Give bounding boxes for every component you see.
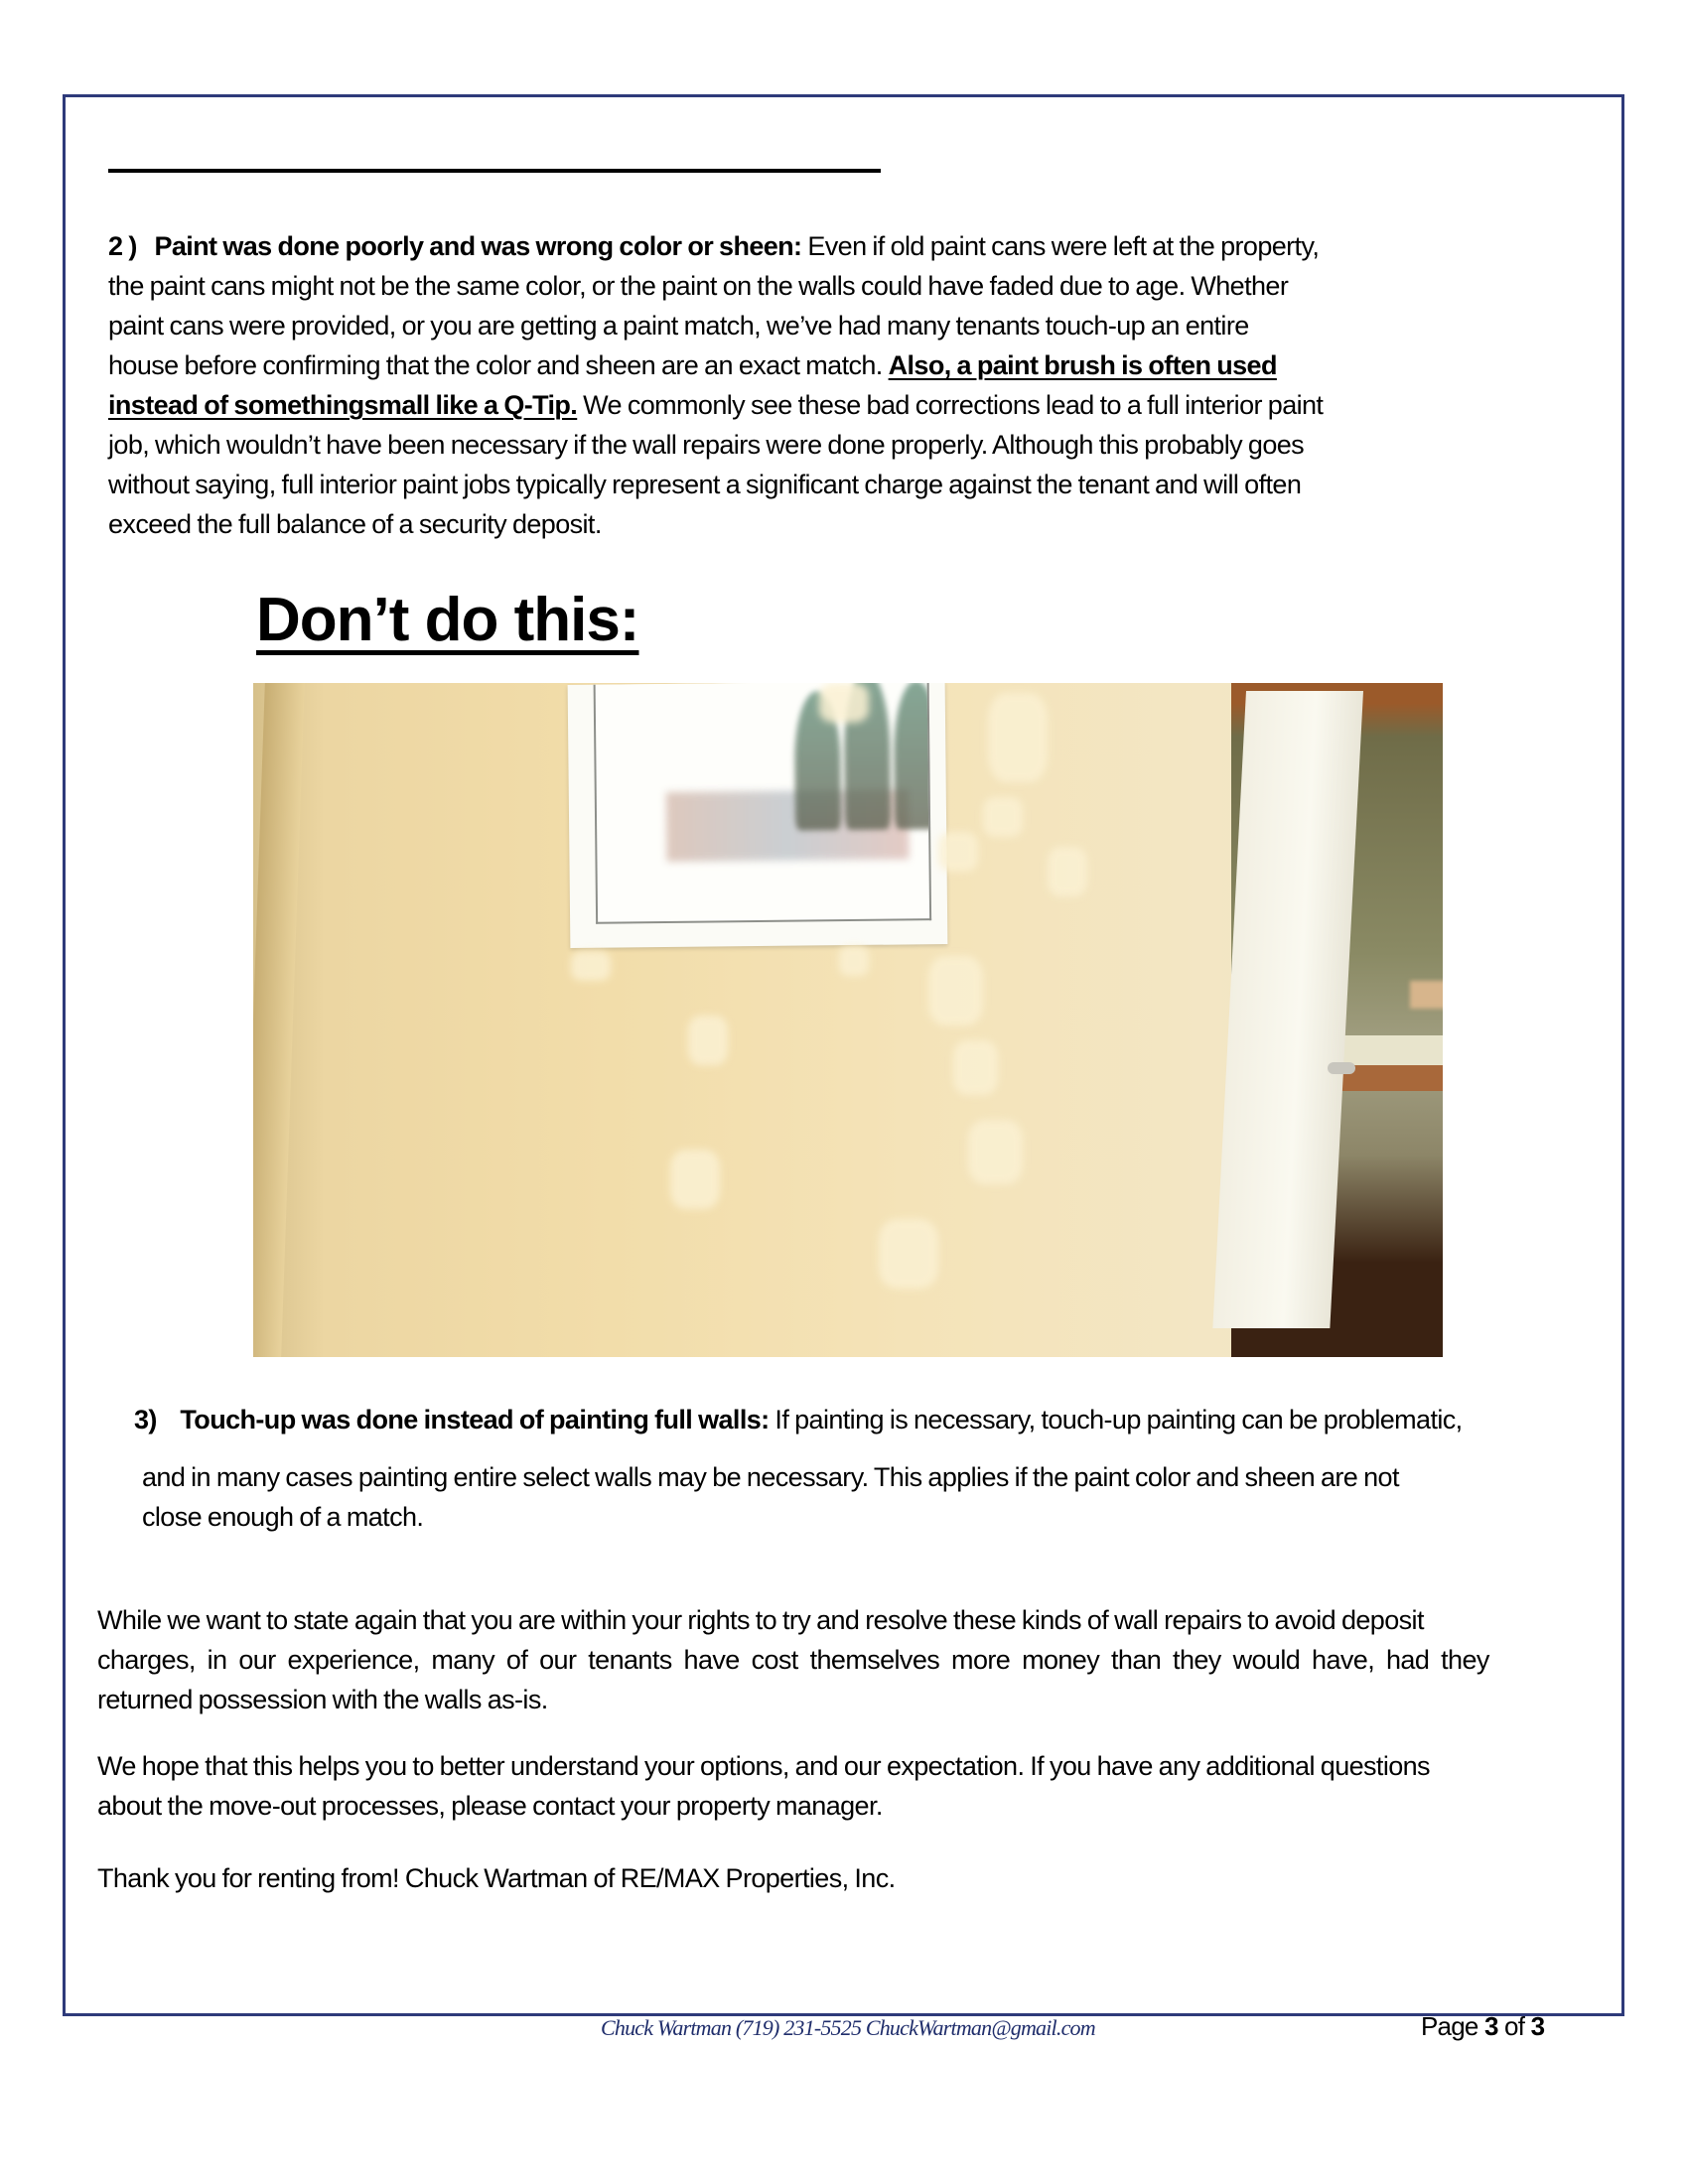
section-2-line-6: job, which wouldn’t have been necessary if the wall repairs were done properly. Although this probably goes	[108, 430, 1305, 460]
section-2-line-2: the paint cans might not be the same color, or the paint on the walls could have faded due to age. Whether	[108, 271, 1289, 301]
paint-patch	[983, 797, 1023, 837]
section-2-line-1	[108, 226, 1598, 266]
paint-patch	[1048, 847, 1087, 896]
section-3-line-2: and in many cases painting entire select walls may be necessary. This applies if the paint color and sheen are not	[142, 1462, 1399, 1492]
paint-patch	[670, 1150, 720, 1209]
paint-patch	[879, 1219, 938, 1289]
closing-thank-you	[97, 1858, 1587, 1898]
door-knob	[1328, 1062, 1355, 1074]
paint-patch	[839, 946, 869, 976]
bad-touch-up-photo	[253, 683, 1443, 1357]
emphasis-q-tip: instead of somethingsmall like a Q-Tip.	[108, 390, 578, 420]
closing-line: about the move-out processes, please contact your property manager.	[97, 1791, 883, 1821]
paint-patch	[571, 951, 611, 981]
paint-patch	[928, 956, 983, 1025]
page-number	[1421, 2011, 1544, 2042]
section-3-line-3: close enough of a match.	[142, 1502, 424, 1532]
section-2-text: house before confirming that the color and sheen are an exact match.	[108, 350, 889, 380]
section-2-title: Paint was done poorly and was wrong color or sheen:	[154, 231, 802, 261]
section-2-paragraph	[108, 226, 1598, 544]
vanity-counter	[1336, 1035, 1443, 1065]
section-3-continuation	[142, 1457, 1592, 1537]
page-mid: of	[1497, 2011, 1531, 2041]
paint-patch	[688, 1016, 728, 1065]
picture-mat	[594, 683, 932, 924]
closing-line: While we want to state again that you are within your rights to try and resolve these kinds of wall repairs to avoid deposit	[97, 1605, 1424, 1635]
section-3-line-1	[134, 1400, 1463, 1439]
page-prefix: Page	[1421, 2011, 1484, 2041]
section-2-line-4	[108, 345, 1598, 385]
picture-tree	[894, 683, 932, 830]
section-2-text: We commonly see these bad corrections lead to a full interior paint	[577, 390, 1324, 420]
paint-patch	[968, 1120, 1023, 1184]
faucet	[1410, 981, 1443, 1009]
emphasis-paint-brush: Also, a paint brush is often used	[888, 350, 1277, 380]
closing-line: returned possession with the walls as-is.	[97, 1685, 548, 1714]
section-2-text: Even if old paint cans were left at the property,	[801, 231, 1320, 261]
wall-corner-shadow	[253, 683, 305, 1357]
section-2-line-7: without saying, full interior paint jobs typically represent a significant charge against the tenant and will often	[108, 470, 1302, 499]
closing-line: We hope that this helps you to better understand your options, and our expectation. If you have any additional questions	[97, 1751, 1430, 1781]
section-2-number: 2 )	[108, 231, 137, 261]
closing-line: Thank you for renting from! Chuck Wartman of RE/MAX Properties, Inc.	[97, 1863, 896, 1893]
section-3-number: 3)	[134, 1405, 157, 1434]
paint-patch	[953, 1040, 998, 1095]
paint-patch	[988, 693, 1048, 782]
dont-do-this-heading: Don’t do this:	[256, 586, 639, 654]
section-2-line-3: paint cans were provided, or you are getting a paint match, we’ve had many tenants touch-up an entire	[108, 311, 1249, 341]
signature-rule	[108, 169, 881, 173]
page-current: 3	[1483, 2011, 1498, 2041]
section-3-title: Touch-up was done instead of painting full walls:	[180, 1405, 770, 1434]
section-2-line-5	[108, 385, 1598, 425]
footer-contact: Chuck Wartman (719) 231-5525 ChuckWartman@gmail.com	[601, 2015, 1095, 2040]
paint-patch	[938, 832, 978, 872]
closing-paragraph-questions	[97, 1746, 1587, 1826]
closing-line: charges, in our experience, many of our tenants have cost themselves more money than they would have, had they	[97, 1645, 1489, 1675]
closing-paragraph-rights	[97, 1600, 1587, 1719]
paint-patch	[819, 683, 869, 723]
page-total: 3	[1530, 2011, 1545, 2041]
section-2-line-8: exceed the full balance of a security deposit.	[108, 509, 602, 539]
section-3-text: If painting is necessary, touch-up painting can be problematic,	[769, 1405, 1463, 1434]
framed-picture	[568, 683, 948, 948]
